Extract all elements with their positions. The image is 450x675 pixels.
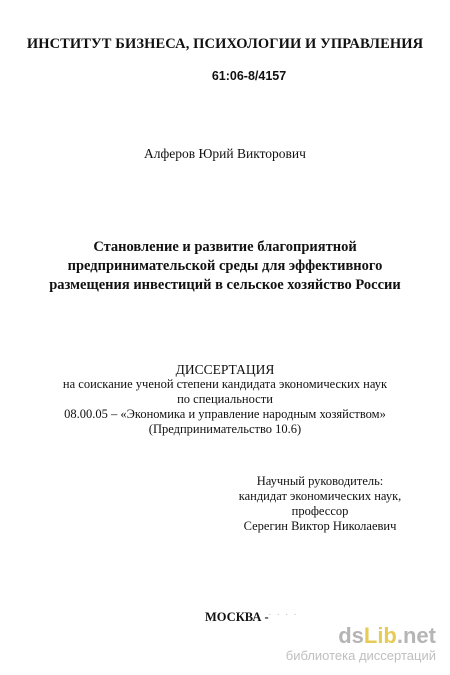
specialty-label: по специальности <box>177 392 273 406</box>
degree-line: на соискание ученой степени кандидата экономических наук <box>62 377 388 391</box>
title-line: размещения инвестиций в сельское хозяйство России <box>49 277 401 293</box>
city-label: МОСКВА - <box>205 610 269 624</box>
document-code: 61:06-8/4157 <box>211 69 287 83</box>
faded-year-mark: · · · · <box>268 609 298 621</box>
dslib-watermark <box>246 624 436 664</box>
watermark-subtitle: библиотека диссертаций <box>285 648 436 663</box>
supervisor-degree: кандидат экономических наук, профессор <box>238 489 402 518</box>
author-name: Алферов Юрий Викторович <box>144 146 306 161</box>
specialty-code: 08.00.05 – «Экономика и управление народным хозяйством» <box>64 407 386 421</box>
title-line: Становление и развитие благоприятной <box>93 239 357 255</box>
institute-name: ИНСТИТУТ БИЗНЕСА, ПСИХОЛОГИИ И УПРАВЛЕНИЯ <box>26 36 424 52</box>
supervisor-name: Серегин Виктор Николаевич <box>243 519 397 533</box>
dissertation-title <box>0 238 450 295</box>
watermark-logo: dsLib.net <box>338 623 436 648</box>
specialty-note: (Предпринимательство 10.6) <box>148 422 302 436</box>
dissertation-info <box>0 362 450 437</box>
supervisor-label: Научный руководитель: <box>256 474 384 488</box>
title-line: предпринимательской среды для эффективного <box>67 258 383 274</box>
dissertation-heading: ДИССЕРТАЦИЯ <box>175 362 275 377</box>
supervisor-block <box>210 474 430 534</box>
